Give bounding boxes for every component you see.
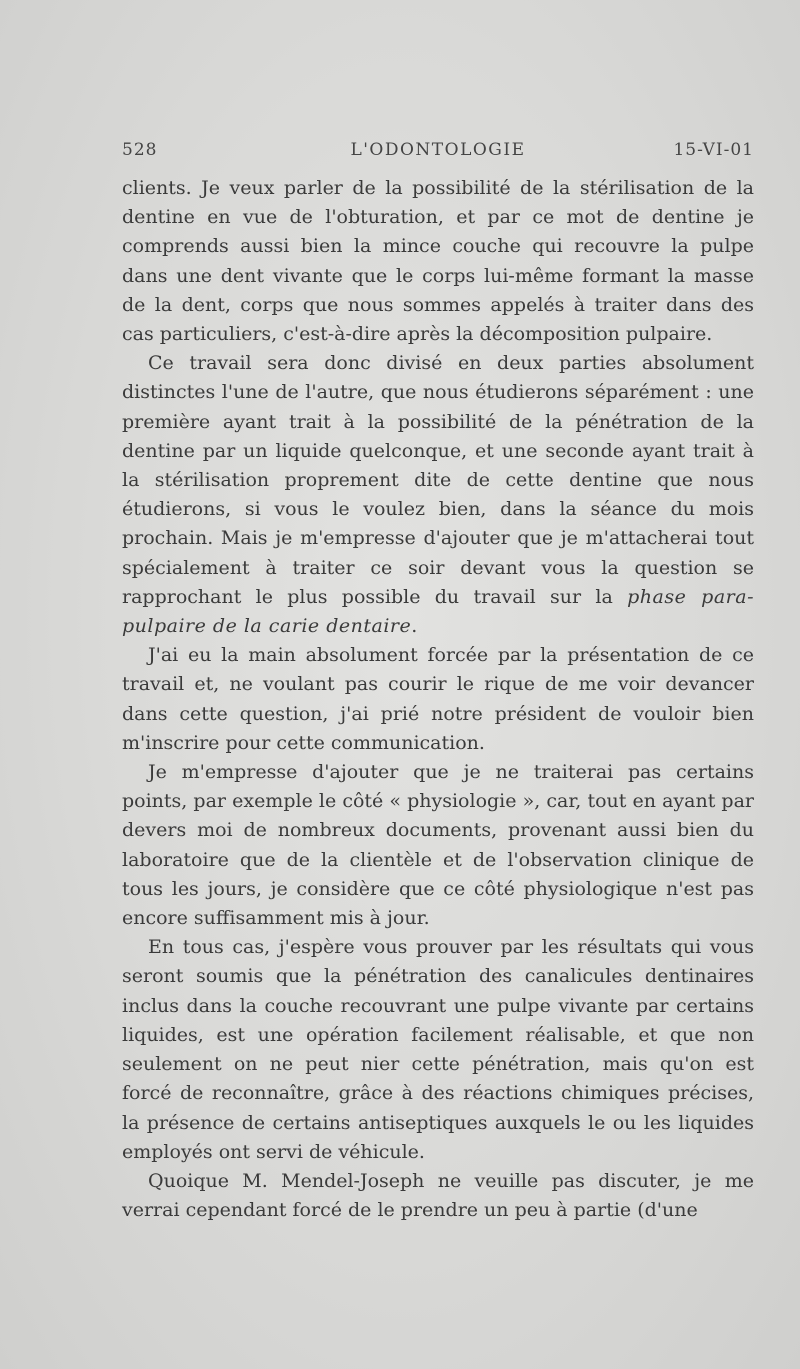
paragraph-4: Je m'empresse d'ajouter que je ne traiterai pas certains points, par exemple le côté « physiologie », car, tout en ayant par devers moi de nombreux documents, provenant aussi bien du laboratoire que de la clientèle et de l'observation clinique de tous les jours, je considère que ce côté physiologique n'est pas encore suffisamment mis à jour.: [122, 761, 754, 930]
paragraph-5: En tous cas, j'espère vous prouver par les résultats qui vous seront soumis que la pénétration des canalicules dentinaires inclus dans la couche recouvrant une pulpe vivante par certains liquides, est une opération facilement réalisable, et que non seulement on ne peut nier cette pénétration, mais qu'on est forcé de reconnaître, grâce à des réactions chimiques précises, la présence de certains antiseptiques auxquels le ou les liquides employés ont servi de véhicule.: [122, 936, 754, 1163]
paragraph-2-text: Ce travail sera donc divisé en deux parties absolument distinctes l'une de l'autre, que nous étudierons séparément : une première ayant trait à la possibilité de la pénétration de la dentine par un liquide quelconque, et une seconde ayant trait à la stérilisation proprement dite de cette dentine que nous étudierons, si vous le voulez bien, dans la séance du mois prochain. Mais je m'empresse d'ajouter que je m'attacherai tout spécialement à traiter ce soir devant vous la question se rapprochant le plus possible du travail sur la: [122, 352, 754, 608]
paragraph-2-italic-phrase: phase para-pulpaire de la carie dentaire: [122, 585, 754, 638]
paragraph-2: [122, 349, 754, 641]
journal-title: L'ODONTOLOGIE: [350, 140, 526, 160]
paragraph-3: J'ai eu la main absolument forcée par la présentation de ce travail et, ne voulant pas courir le rique de me voir devancer dans cette question, j'ai prié notre président de vouloir bien m'inscrire pour cette communication.: [122, 644, 754, 754]
body-text: [122, 174, 754, 1225]
page-number: 528: [122, 140, 158, 160]
running-header: [122, 140, 754, 174]
paragraph-6: Quoique M. Mendel-Joseph ne veuille pas discuter, je me verrai cependant forcé de le prendre un peu à partie (d'une: [122, 1169, 754, 1222]
paragraph-1: clients. Je veux parler de la possibilité de la stérilisation de la dentine en vue de l'obturation, et par ce mot de dentine je comprends aussi bien la mince couche qui recouvre la pulpe dans une dent vivante que le corps lui-même formant la masse de la dent, corps que nous sommes appelés à traiter dans des cas particuliers, c'est-à-dire après la décomposition pulpaire.: [122, 177, 754, 346]
paragraph-2-end: .: [411, 615, 418, 638]
page-content: [122, 140, 754, 1225]
issue-date: 15-VI-01: [673, 140, 754, 160]
